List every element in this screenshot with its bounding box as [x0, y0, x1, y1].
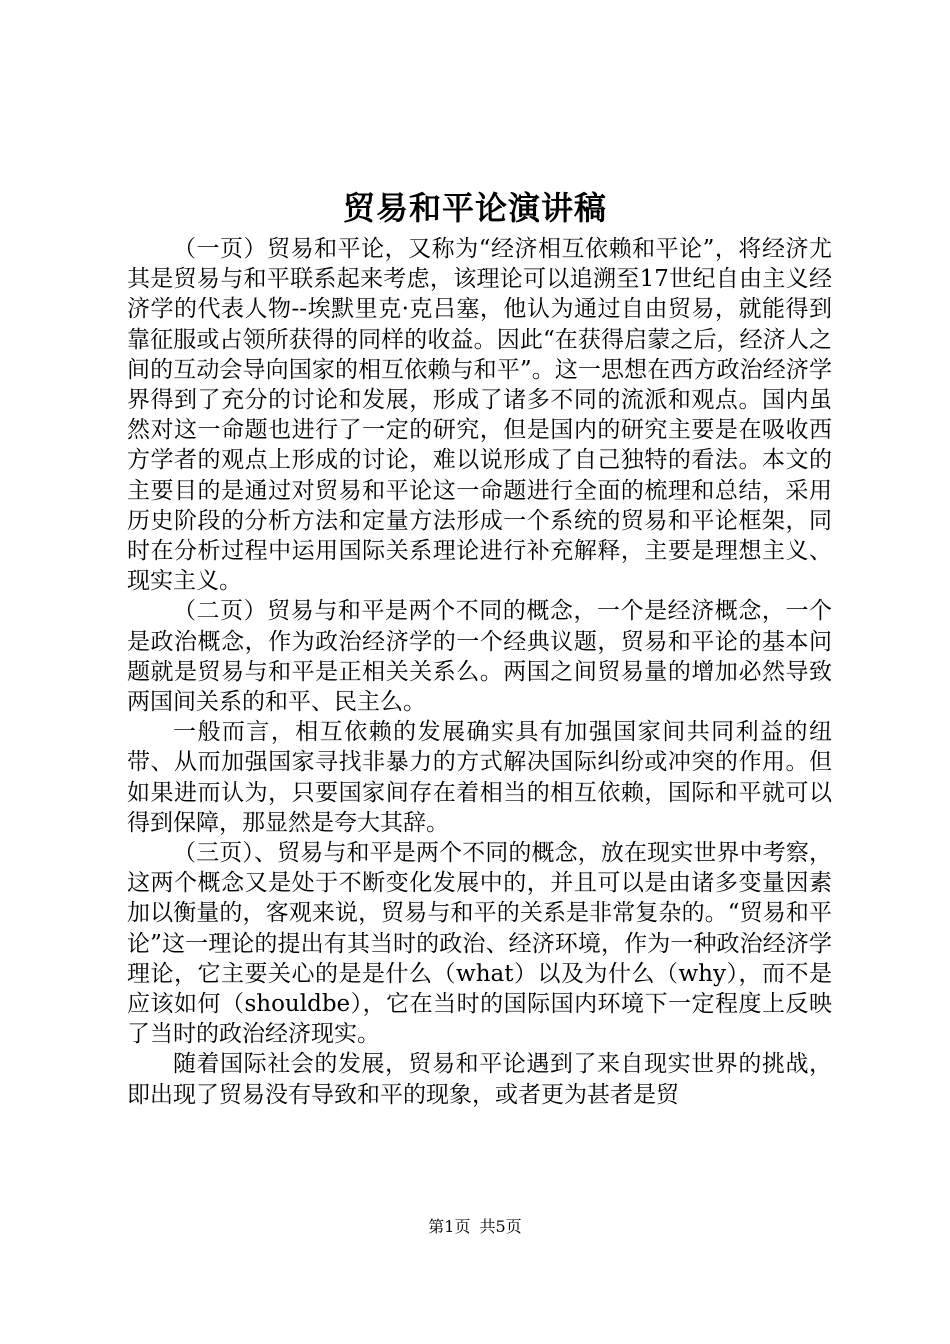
document-title: 贸易和平论演讲稿 — [342, 189, 607, 227]
paragraph-1: （一页）贸易和平论，又称为“经济相互依赖和平论”，将经济尤其是贸易与和平联系起来考虑，该理论可以追溯至17世纪自由主义经济学的代表人物--埃默里克·克吕塞，他认为通过自由贸易，就能得到靠征服或占领所获得的同样的收益。因此“在获得启蒙之后，经济人之间的互动会导向国家的相互依赖与和平”。这一思想在西方政治经济学界得到了充分的讨论和发展，形成了诸多不同的流派和观点。国内虽然对这一命题也进行了一定的研究，但是国内的研究主要是在吸收西方学者的观点上形成的讨论，难以说形成了自己独特的看法。本文的主要目的是通过对贸易和平论这一命题进行全面的梳理和总结，采用历史阶段的分析方法和定量方法形成一个系统的贸易和平论框架，同时在分析过程中运用国际关系理论进行补充解释，主要是理想主义、现实主义。 — [127, 236, 832, 595]
paragraph-4: （三页）、贸易与和平是两个不同的概念，放在现实世界中考察，这两个概念又是处于不断变化发展中的，并且可以是由诸多变量因素加以衡量的，客观来说，贸易与和平的关系是非常复杂的。“贸易和平论”这一理论的提出有其当时的政治、经济环境，作为一种政治经济学理论，它主要关心的是是什么（what）以及为什么（why），而不是应该如何（shouldbe），它在当时的国际国内环境下一定程度上反映了当时的政治经济现实。 — [127, 840, 832, 1048]
paragraph-3: 一般而言，相互依赖的发展确实具有加强国家间共同利益的纽带、从而加强国家寻找非暴力的方式解决国际纠纷或冲突的作用。但如果进而认为，只要国家间存在着相当的相互依赖，国际和平就可以得到保障，那显然是夸大其辞。 — [127, 719, 832, 836]
paragraph-5: 随着国际社会的发展，贸易和平论遇到了来自现实世界的挑战，即出现了贸易没有导致和平的现象，或者更为甚者是贸 — [127, 1051, 832, 1108]
page-number: 第1页 — [428, 1217, 471, 1236]
paragraph-2: （二页）贸易与和平是两个不同的概念，一个是经济概念，一个是政治概念，作为政治经济学的一个经典议题，贸易和平论的基本问题就是贸易与和平是正相关关系么。两国之间贸易量的增加必然导致两国间关系的和平、民主么。 — [127, 598, 832, 716]
page-footer — [0, 1216, 950, 1238]
document-body — [127, 234, 832, 1110]
page-total: 共5页 — [479, 1217, 522, 1236]
